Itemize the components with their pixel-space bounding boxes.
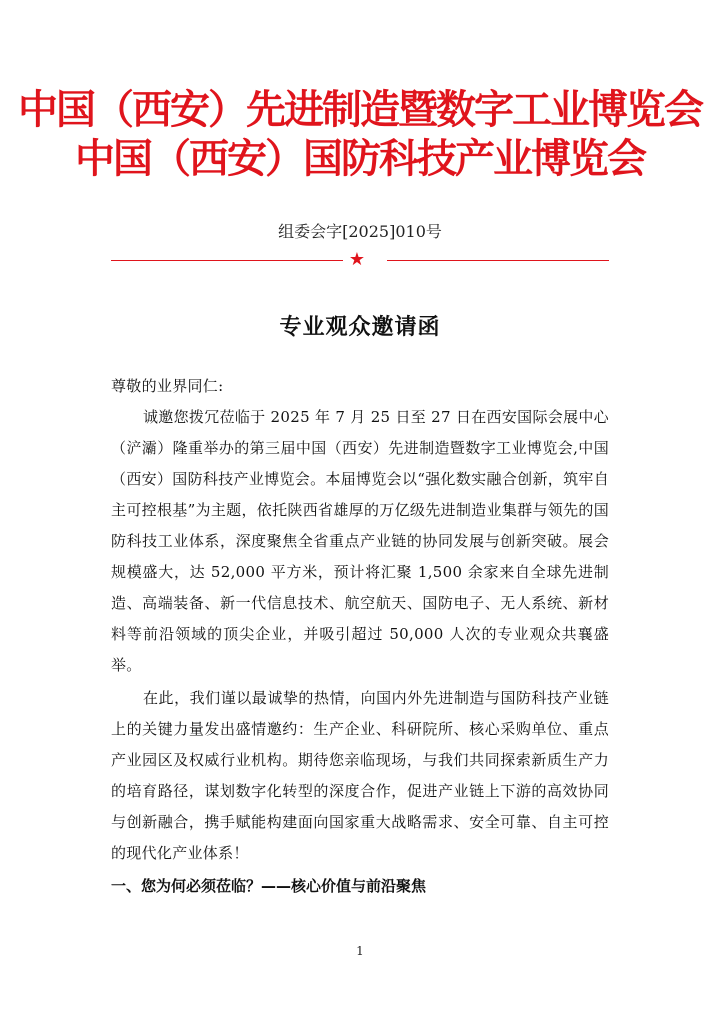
body-paragraph-2: 在此，我们谨以最诚挚的热情，向国内外先进制造与国防科技产业链上的关键力量发出盛情邀约：生产企业、科研院所、核心采购单位、重点产业园区及权威行业机构。期待您亲临现场，与我们共同探索新质生产力的培育路径，谋划数字化转型的深度合作，促进产业链上下游的高效协同与创新融合，携手赋能构建面向国家重大战略需求、安全可靠、自主可控的现代化产业体系！: [111, 689, 609, 862]
section-heading: 一、您为何必须莅临？——核心价值与前沿聚焦: [111, 877, 427, 895]
document-number: 组委会字[2025]010号: [278, 222, 442, 241]
salutation: 尊敬的业界同仁:: [111, 377, 224, 395]
red-divider: [111, 249, 609, 270]
letter-title: 专业观众邀请函: [279, 314, 441, 340]
divider-line-right: [387, 260, 609, 261]
header-title-line-2: 中国（西安）国防科技产业博览会: [75, 136, 645, 182]
header-title-line-1: 中国（西安）先进制造暨数字工业博览会: [18, 87, 702, 133]
divider-line-left: [111, 260, 343, 261]
page-number: 1: [356, 944, 364, 958]
body-paragraph-1: 诚邀您拨冗莅临于 2025 年 7 月 25 日至 27 日在西安国际会展中心（浐灞）隆重举办的第三届中国（西安）先进制造暨数字工业博览会,中国（西安）国防科技产业博览会。本届博览会以“强化数实融合创新，筑牢自主可控根基”为主题，依托陕西省雄厚的万亿级先进制造业集群与领先的国防科技工业体系，深度聚焦全省重点产业链的协同发展与创新突破。展会规模盛大，达 52,000 平方米，预计将汇聚 1,500 余家来自全球先进制造、高端装备、新一代信息技术、航空航天、国防电子、无人系统、新材料等前沿领域的顶尖企业，并吸引超过 50,000 人次的专业观众共襄盛举。: [111, 408, 609, 674]
star-icon: ★: [348, 249, 366, 270]
